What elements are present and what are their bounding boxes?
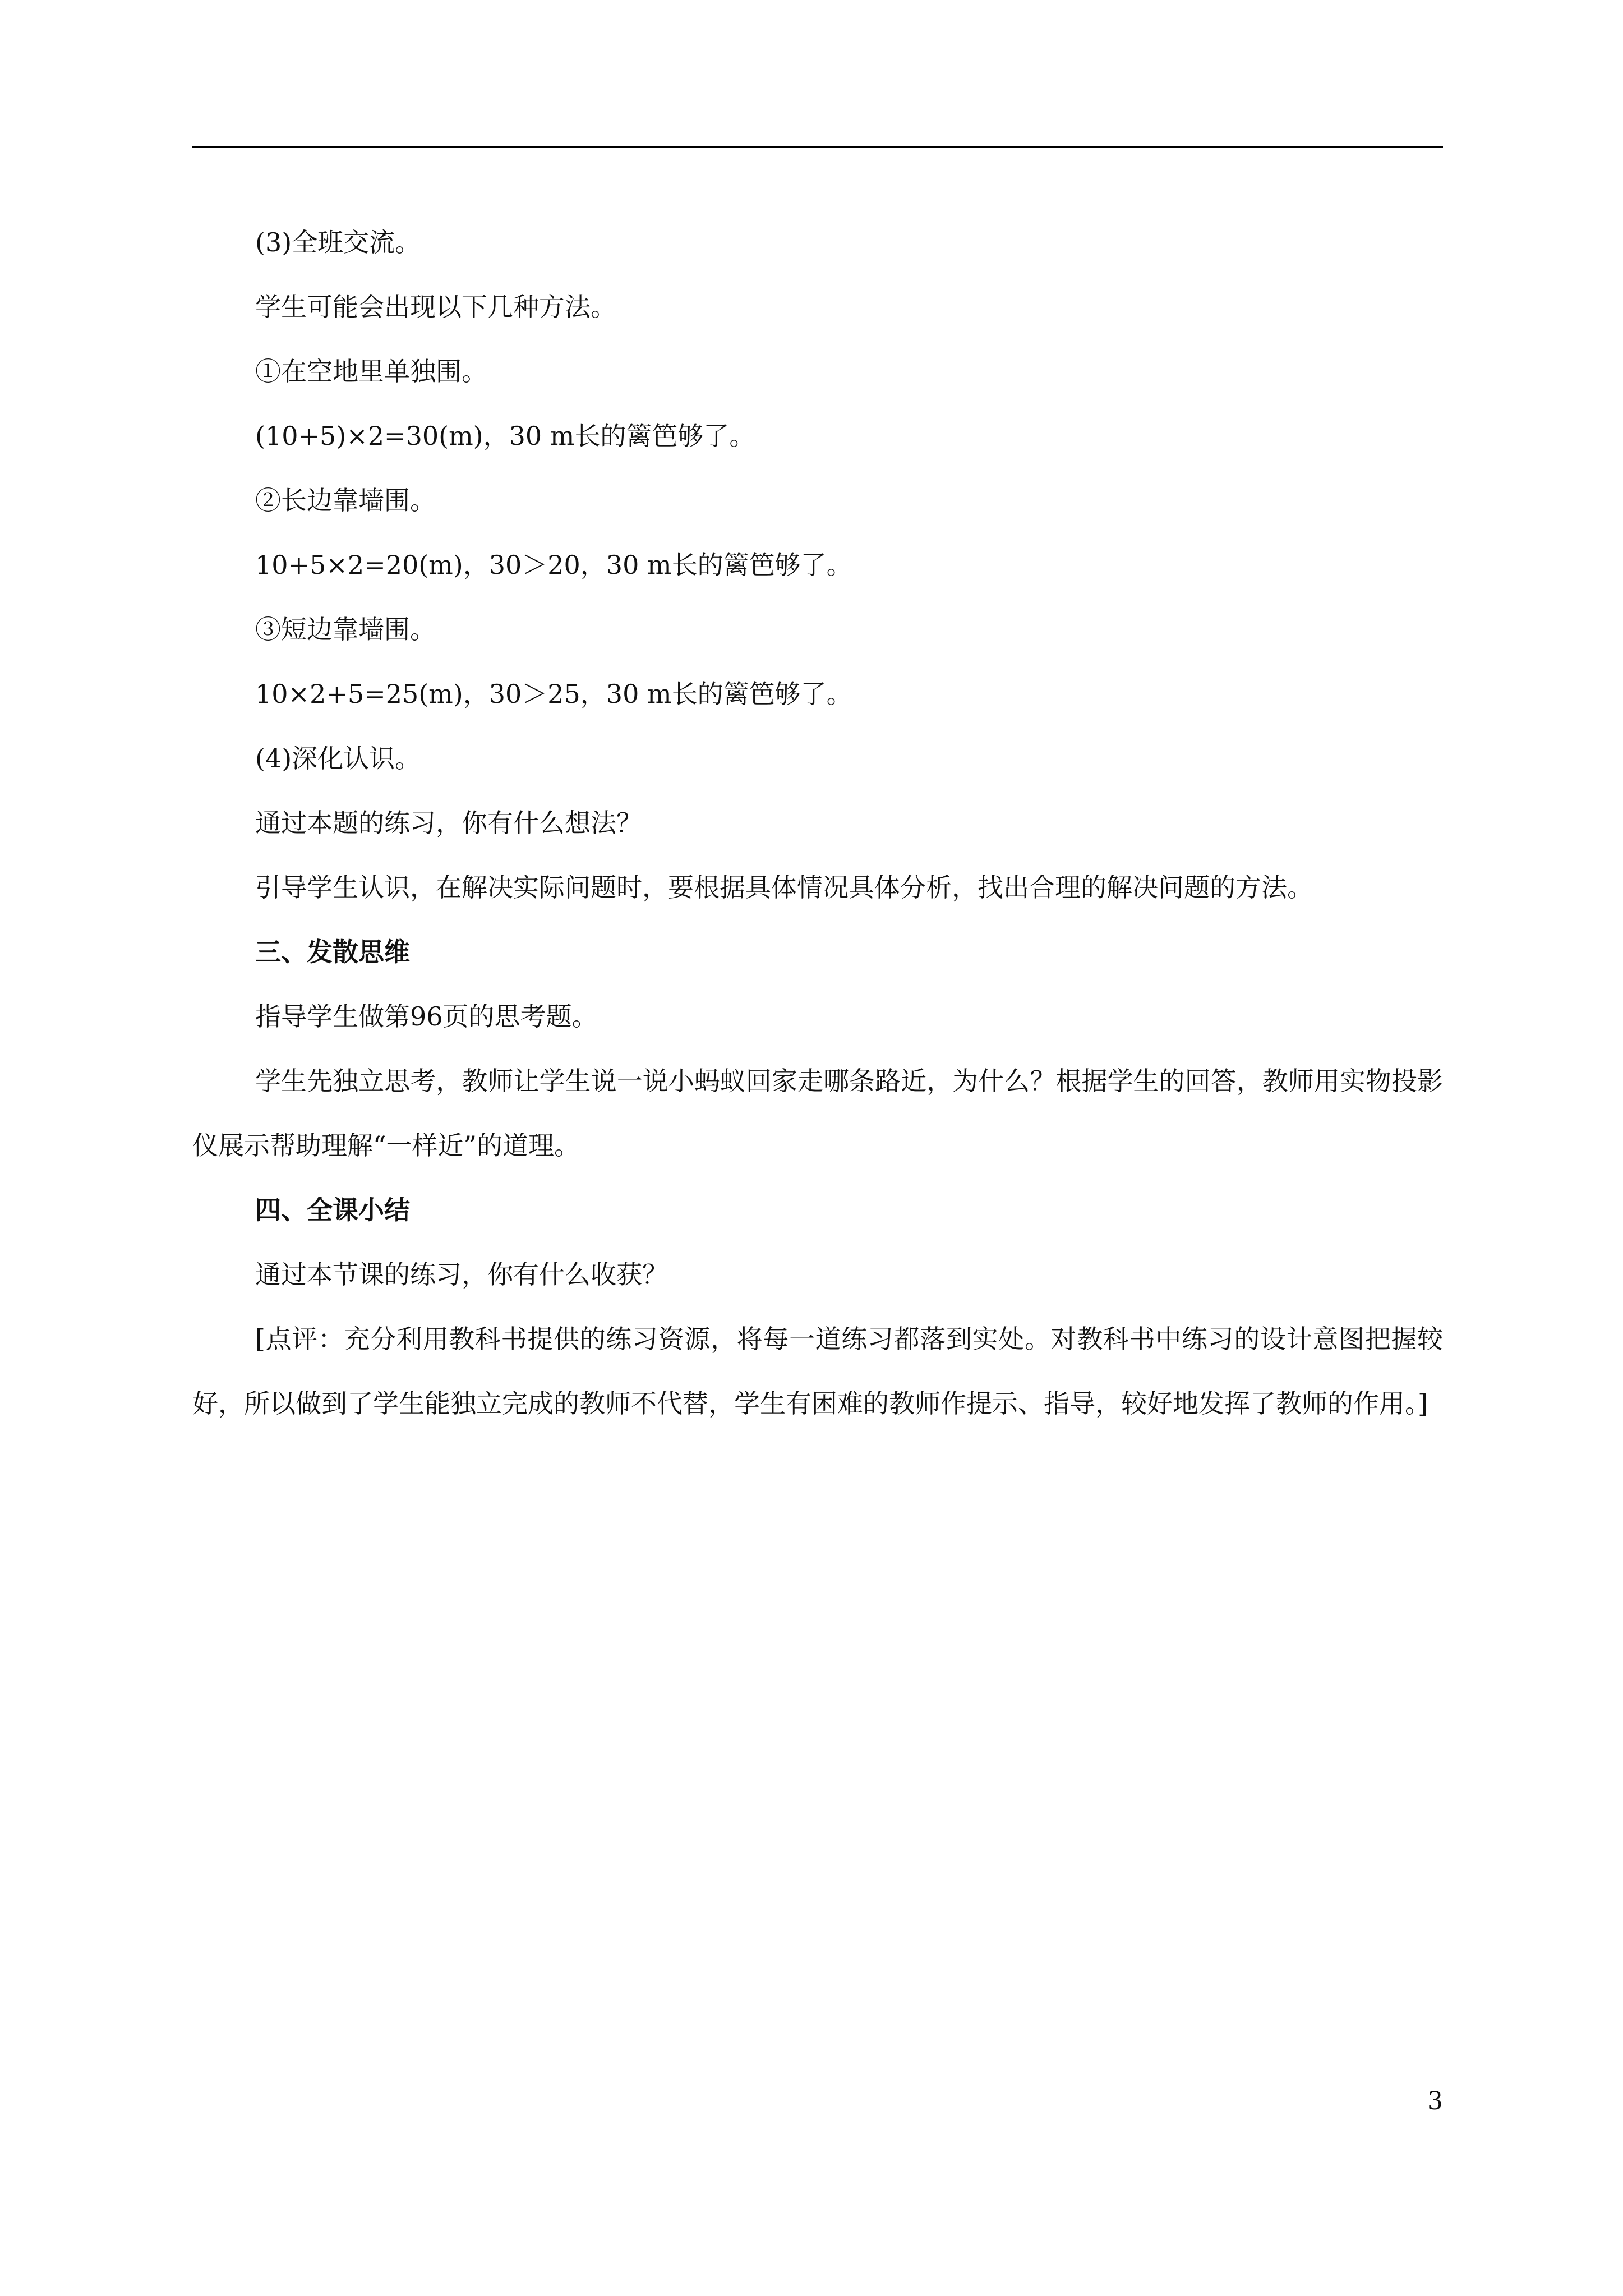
paragraph-deepen: (4)深化认识。 bbox=[255, 743, 421, 774]
paragraph-method-1-calc: (10+5)×2=30(m)，30 m长的篱笆够了。 bbox=[255, 421, 755, 451]
paragraph-question-thoughts: 通过本题的练习，你有什么想法？ bbox=[255, 808, 642, 838]
section-heading-summary: 四、全课小结 bbox=[255, 1195, 410, 1225]
paragraph-question-gains: 通过本节课的练习，你有什么收获？ bbox=[255, 1259, 668, 1290]
paragraph-thinking-task: 指导学生做第96页的思考题。 bbox=[255, 1001, 598, 1032]
paragraph-guidance: 引导学生认识，在解决实际问题时，要根据具体情况具体分析，找出合理的解决问题的方法。 bbox=[255, 872, 1313, 903]
paragraph-method-2-calc: 10+5×2=20(m)，30＞20，30 m长的篱笆够了。 bbox=[255, 550, 852, 580]
page-number: 3 bbox=[1427, 2087, 1443, 2115]
paragraph-ant-question: 学生先独立思考，教师让学生说一说小蚂蚁回家走哪条路近，为什么？根据学生的回答，教师用实物投影仪展示帮助理解“一样近”的道理。 bbox=[192, 1066, 1443, 1161]
paragraph-review-comment: [点评：充分利用教科书提供的练习资源，将每一道练习都落到实处。对教科书中练习的设计意图把握较好，所以做到了学生能独立完成的教师不代替，学生有困难的教师作提示、指导，较好地发挥了教师的作用。] bbox=[192, 1324, 1443, 1419]
paragraph-methods-intro: 学生可能会出现以下几种方法。 bbox=[255, 292, 616, 322]
paragraph-method-3-calc: 10×2+5=25(m)，30＞25，30 m长的篱笆够了。 bbox=[255, 679, 852, 709]
paragraph-class-exchange: (3)全班交流。 bbox=[255, 227, 421, 257]
paragraph-method-2: ②长边靠墙围。 bbox=[255, 485, 436, 516]
section-heading-divergent-thinking: 三、发散思维 bbox=[255, 937, 410, 967]
paragraph-method-1: ①在空地里单独围。 bbox=[255, 356, 487, 386]
header-rule bbox=[192, 146, 1443, 148]
paragraph-method-3: ③短边靠墙围。 bbox=[255, 614, 436, 645]
document-body bbox=[192, 210, 1443, 1436]
